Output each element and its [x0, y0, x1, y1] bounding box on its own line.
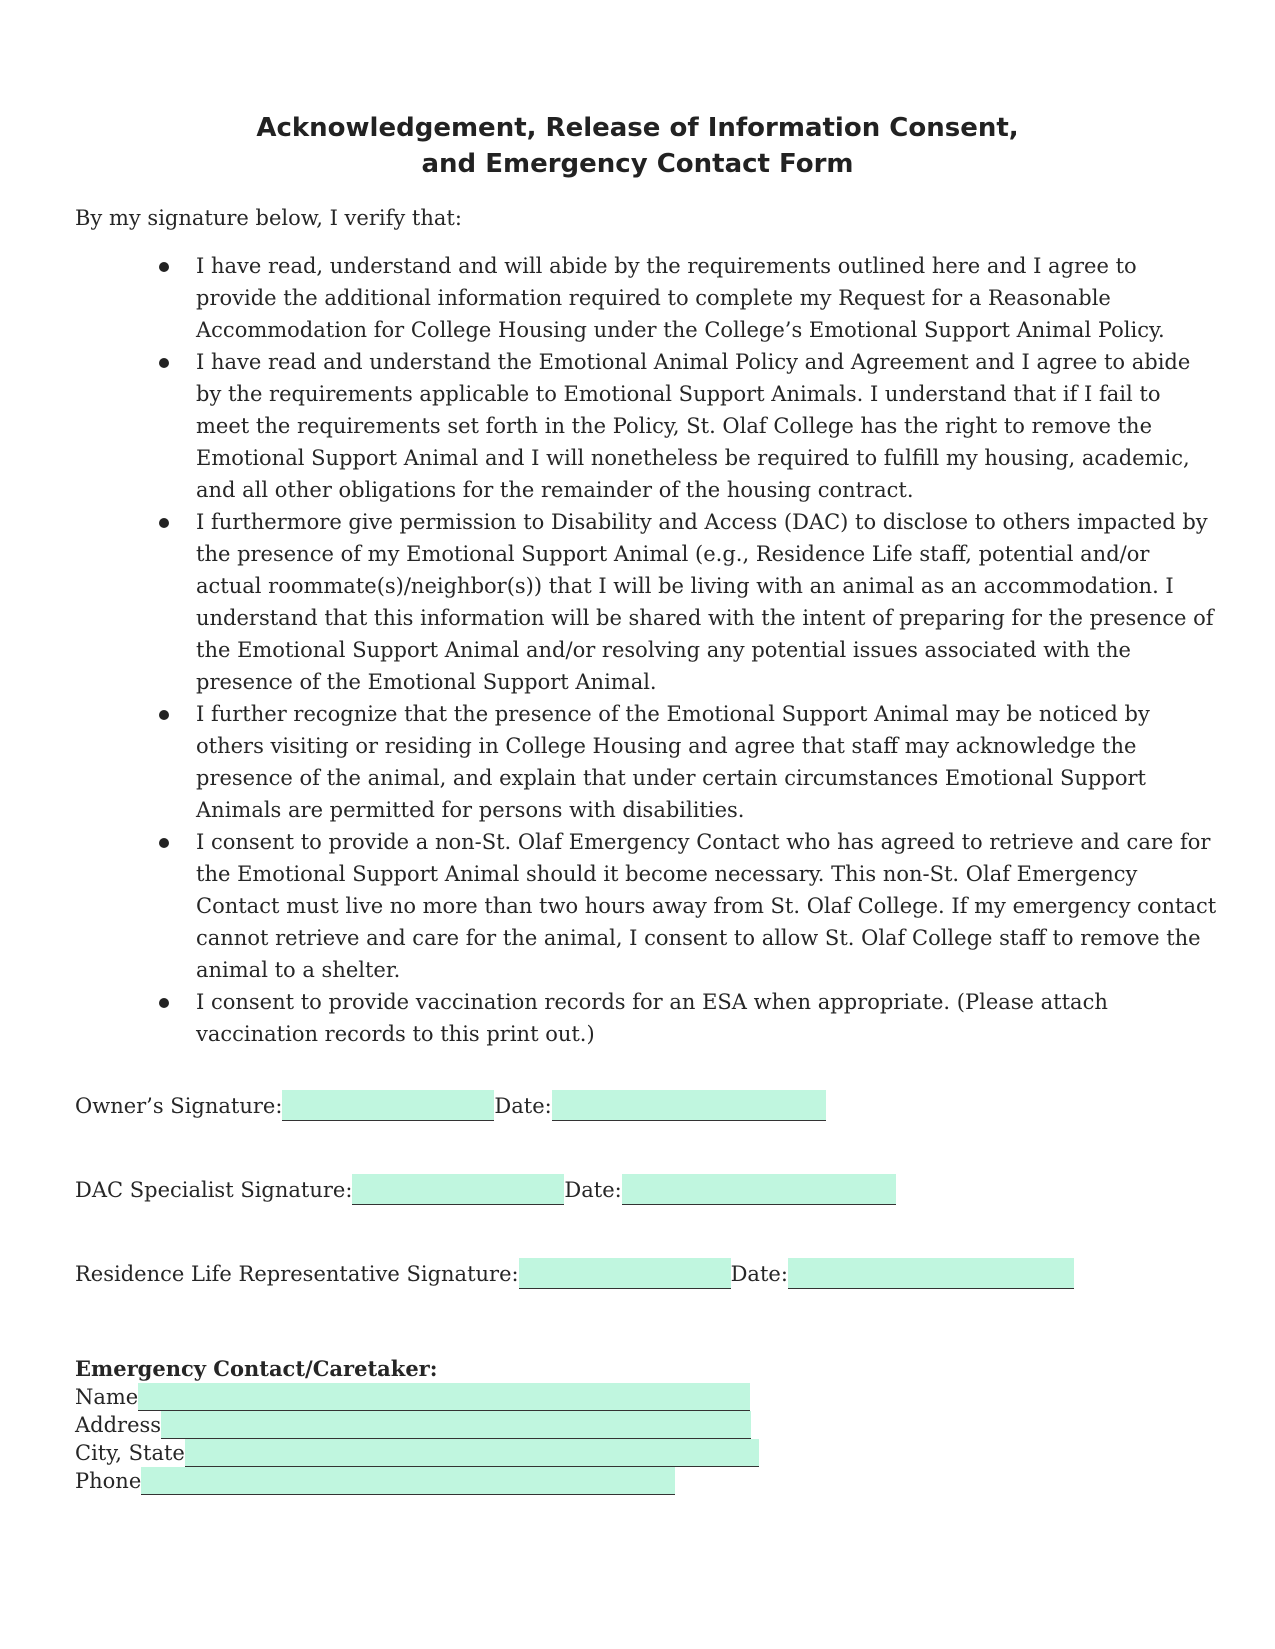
acknowledgement-list: [150, 250, 1220, 1050]
reslife-date-field[interactable]: [788, 1258, 1074, 1289]
ec-address-field[interactable]: [161, 1411, 751, 1439]
reslife-signature-row: [75, 1258, 1074, 1290]
ec-address-row: [75, 1411, 759, 1439]
owner-date-label: Date:: [494, 1094, 552, 1118]
owner-signature-field[interactable]: [282, 1090, 494, 1121]
dac-signature-field[interactable]: [352, 1174, 564, 1205]
bullet-icon: [159, 262, 169, 272]
list-item: [150, 506, 1220, 698]
owner-signature-label: Owner’s Signature:: [75, 1094, 283, 1118]
list-item: [150, 346, 1220, 506]
ec-city-state-row: [75, 1439, 759, 1467]
title-line-1: Acknowledgement, Release of Information Consent,: [256, 113, 1019, 143]
emergency-contact-heading: Emergency Contact/Caretaker:: [75, 1356, 438, 1381]
ec-phone-row: [75, 1467, 759, 1495]
ec-city-state-label: City, State: [75, 1441, 185, 1465]
ec-name-label: Name: [75, 1385, 139, 1409]
bullet-text: I consent to provide a non-St. Olaf Emergency Contact who has agreed to retrieve and care for the Emotional Support Animal should it become necessary. This non-St. Olaf Emergency Contact must live no more than two hours away from St. Olaf College. If my emergency contact cannot retrieve and care for the animal, I consent to allow St. Olaf College staff to remove the animal to a shelter.: [196, 830, 1217, 982]
bullet-icon: [159, 838, 169, 848]
bullet-text: I have read and understand the Emotional Animal Policy and Agreement and I agree to abide by the requirements applicable to Emotional Support Animals. I understand that if I fail to meet the requirements set forth in the Policy, St. Olaf College has the right to remove the Emotional Support Animal and I will nonetheless be required to fulfill my housing, academic, and all other obligations for the remainder of the housing contract.: [196, 350, 1191, 502]
ec-name-field[interactable]: [138, 1383, 750, 1411]
ec-address-label: Address: [75, 1413, 162, 1437]
list-item: [150, 698, 1220, 826]
intro-text: By my signature below, I verify that:: [75, 206, 462, 230]
reslife-signature-label: Residence Life Representative Signature:: [75, 1262, 519, 1286]
reslife-signature-field[interactable]: [519, 1258, 731, 1289]
bullet-text: I furthermore give permission to Disability and Access (DAC) to disclose to others impacted by the presence of my Emotional Support Animal (e.g., Residence Life staff, potential and/or actual roommate(s)/neighbor(s)) that I will be living with an animal as an accommodation. I understand that this information will be shared with the intent of preparing for the presence of the Emotional Support Animal and/or resolving any potential issues associated with the presence of the Emotional Support Animal.: [196, 510, 1214, 694]
dac-date-label: Date:: [564, 1178, 622, 1202]
emergency-contact-section: [75, 1355, 759, 1495]
bullet-icon: [159, 710, 169, 720]
ec-city-state-field[interactable]: [185, 1439, 759, 1467]
list-item: [150, 250, 1220, 346]
ec-phone-field[interactable]: [141, 1467, 675, 1495]
dac-signature-row: [75, 1174, 896, 1206]
list-item: [150, 826, 1220, 986]
list-item: [150, 986, 1220, 1050]
ec-phone-label: Phone: [75, 1469, 142, 1493]
owner-date-field[interactable]: [552, 1090, 826, 1121]
dac-signature-label: DAC Specialist Signature:: [75, 1178, 353, 1202]
title-line-2: and Emergency Contact Form: [421, 149, 854, 179]
reslife-date-label: Date:: [730, 1262, 788, 1286]
bullet-icon: [159, 358, 169, 368]
owner-signature-row: [75, 1090, 826, 1122]
page-title: [0, 110, 1275, 182]
dac-date-field[interactable]: [622, 1174, 896, 1205]
bullet-icon: [159, 998, 169, 1008]
ec-name-row: [75, 1383, 759, 1411]
bullet-text: I further recognize that the presence of the Emotional Support Animal may be noticed by others visiting or residing in College Housing and agree that staff may acknowledge the presence of the animal, and explain that under certain circumstances Emotional Support Animals are permitted for persons with disabilities.: [196, 702, 1150, 822]
bullet-text: I consent to provide vaccination records for an ESA when appropriate. (Please attach vaccination records to this print out.): [196, 990, 1108, 1046]
bullet-icon: [159, 518, 169, 528]
bullet-text: I have read, understand and will abide by the requirements outlined here and I agree to provide the additional information required to complete my Request for a Reasonable Accommodation for College Housing under the College’s Emotional Support Animal Policy.: [196, 254, 1165, 342]
